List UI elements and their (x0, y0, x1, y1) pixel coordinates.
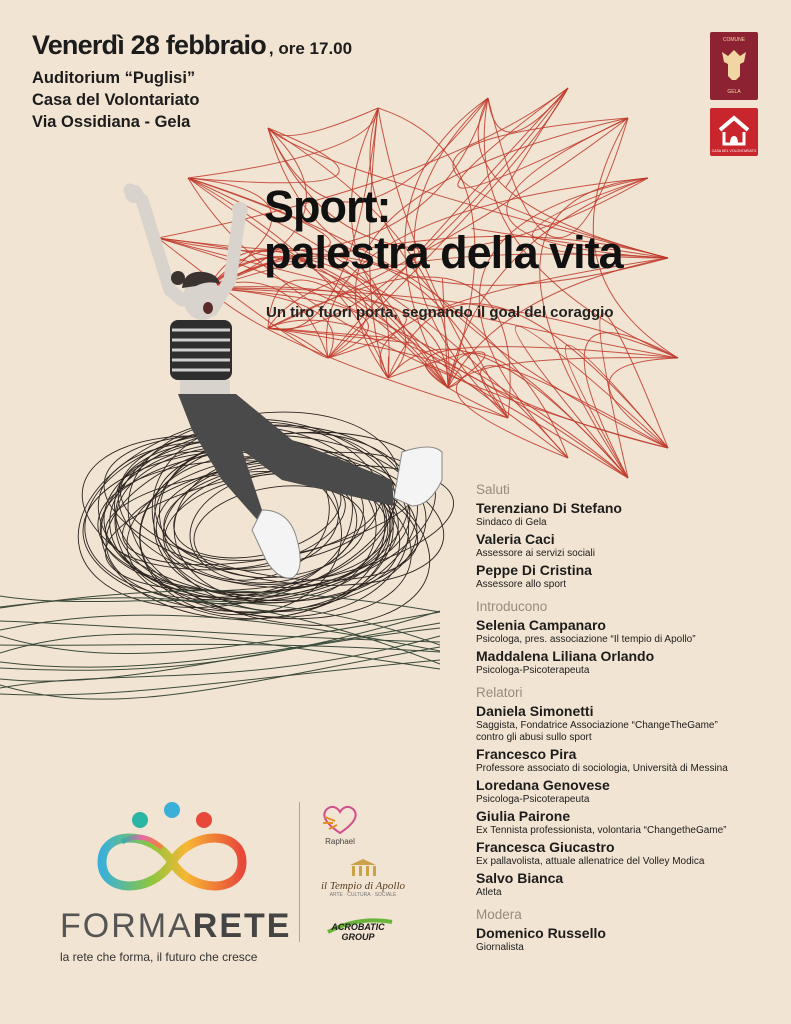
flow-line-stroke (0, 660, 440, 695)
wordmark-part: RETE (192, 907, 292, 945)
comune-gela-logo (710, 32, 758, 100)
section-title: Modera (476, 907, 522, 922)
speaker-role: Giornalista (476, 942, 524, 953)
acrobatic-group-logo (318, 912, 398, 942)
tempio-apollo-logo (314, 858, 412, 898)
speaker-role: Saggista, Fondatrice Associazione “ChangeTheGame” (476, 720, 718, 731)
section-title: Saluti (476, 482, 510, 497)
volontariato-logo-text: CASA DEL VOLONTARIATO (711, 149, 757, 153)
flow-line-stroke (0, 644, 440, 652)
title-line: Sport: (264, 181, 391, 232)
logo-divider (299, 802, 300, 942)
formarete-wordmark (60, 907, 290, 946)
comune-logo-text: GELA (727, 89, 741, 95)
venue-line: Casa del Volontariato (32, 91, 200, 109)
red-scribble-stroke (515, 326, 668, 478)
speaker-name: Francesca Giucastro (476, 839, 615, 855)
section-title: Relatori (476, 685, 523, 700)
red-scribble-stroke (268, 108, 378, 136)
event-date: Venerdì 28 febbraio (32, 30, 266, 60)
speaker-role: contro gli abusi sullo sport (476, 732, 592, 743)
comune-logo-text: COMUNE (722, 37, 746, 43)
speaker-role: Psicologa-Psicoterapeuta (476, 665, 590, 676)
wordmark-part: FORMA (60, 907, 193, 945)
speaker-name: Maddalena Liliana Orlando (476, 648, 655, 664)
speaker-role: Professore associato di sociologia, Università di Messina (476, 763, 728, 774)
tempio-logo-text: il Tempio di Apollo (320, 880, 406, 892)
raphael-heart-icon (319, 803, 361, 835)
speaker-role: Ex pallavolista, attuale allenatrice del Volley Modica (476, 856, 705, 867)
speaker-name: Selenia Campanaro (476, 617, 606, 633)
event-subtitle: Un tiro fuori porta, segnando il goal del coraggio (266, 304, 614, 321)
speaker-name: Peppe Di Cristina (476, 562, 592, 578)
speaker-name: Terenziano Di Stefano (476, 500, 622, 516)
speaker-name: Valeria Caci (476, 531, 555, 547)
speaker-role: Psicologa, pres. associazione “Il tempio di Apollo” (476, 634, 696, 645)
program-section (476, 481, 776, 591)
jumping-woman-illustration (112, 180, 472, 590)
institution-logos (710, 32, 758, 156)
speaker-name: Giulia Pairone (476, 808, 571, 824)
formarete-infinity-icon (92, 800, 252, 900)
venue-line: Via Ossidiana - Gela (32, 113, 191, 131)
speaker-name: Francesco Pira (476, 746, 577, 762)
speaker-role: Ex Tennista professionista, volontaria “ChangetheGame” (476, 825, 727, 836)
speaker-name: Domenico Russello (476, 925, 606, 941)
program-list (476, 481, 776, 961)
casa-volontariato-logo (710, 108, 758, 156)
program-section (476, 598, 776, 677)
speaker-name: Salvo Bianca (476, 870, 564, 886)
flow-line-stroke (0, 636, 440, 688)
raphael-logo-text: Raphael (325, 837, 355, 846)
speaker-role: Assessore allo sport (476, 579, 567, 590)
section-title: Introducono (476, 599, 548, 614)
tempio-logo-subtext: ARTE · CULTURA · SOCIALE (329, 892, 397, 898)
speaker-role: Sindaco di Gela (476, 517, 547, 528)
event-time: , ore 17.00 (268, 39, 353, 58)
red-scribble-stroke (565, 345, 668, 478)
speaker-role: Atleta (476, 887, 502, 898)
formarete-logo (60, 800, 290, 964)
temple-icon (348, 858, 378, 878)
date-line (32, 30, 352, 61)
raphael-logo (315, 803, 365, 846)
speaker-name: Daniela Simonetti (476, 703, 594, 719)
title-line: palestra della vita (264, 227, 623, 278)
venue-line: Auditorium “Puglisi” (32, 69, 196, 87)
program-section (476, 684, 776, 899)
speaker-role: Assessore ai servizi sociali (476, 548, 595, 559)
red-scribble-stroke (188, 108, 378, 178)
program-section (476, 906, 776, 954)
speaker-name: Loredana Genovese (476, 777, 610, 793)
speaker-role: Psicologa-Psicoterapeuta (476, 794, 590, 805)
acrobatic-logo-text: ACROBATIC GROUP (331, 922, 385, 942)
formarete-tagline: la rete che forma, il futuro che cresce (60, 950, 258, 964)
